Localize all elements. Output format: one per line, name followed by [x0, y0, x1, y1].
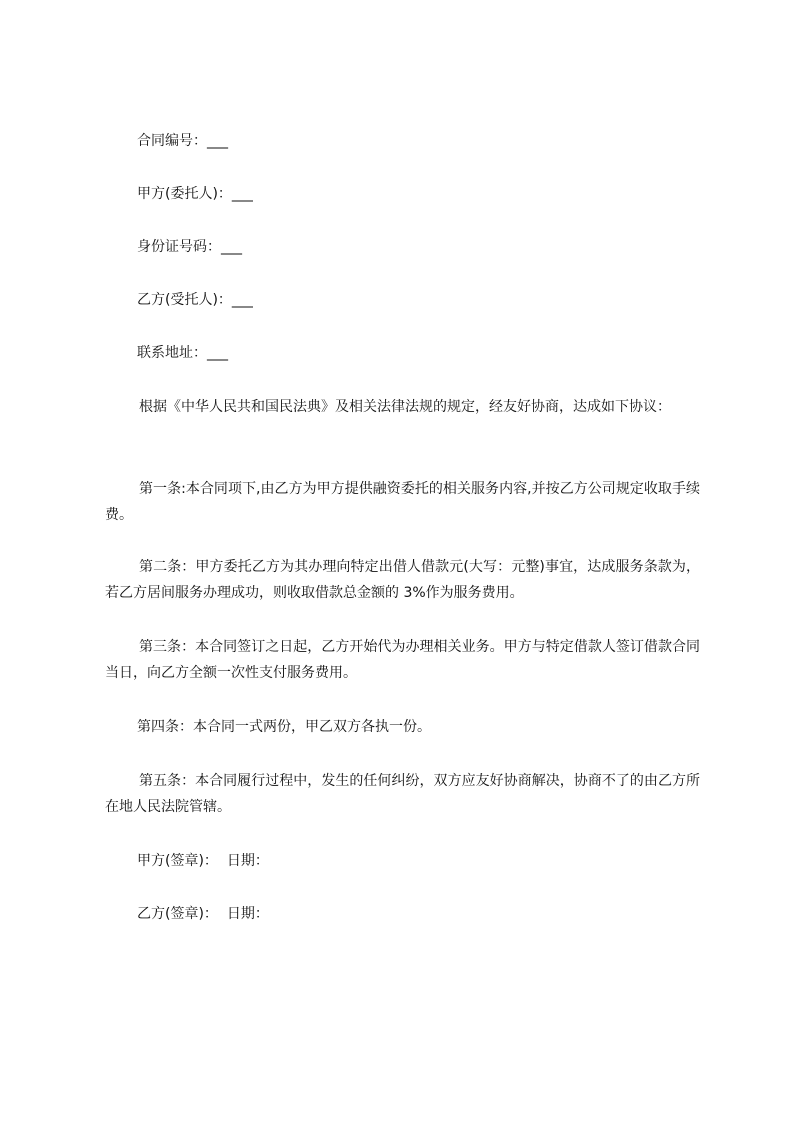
party-b-field: 乙方(受托人)：___ [137, 292, 253, 308]
preamble-paragraph: 根据《中华人民共和国民法典》及相关法律法规的规定，经友好协商，达成如下协议： [139, 399, 671, 415]
id-number-field: 身份证号码：___ [137, 239, 242, 255]
party-a-field: 甲方(委托人)：___ [137, 186, 253, 202]
article-1: 第一条:本合同项下,由乙方为甲方提供融资委托的相关服务内容,并按乙方公司规定收取手续费。 [105, 481, 700, 523]
party-b-signature: 乙方(签章)： 日期： [137, 906, 269, 922]
article-4: 第四条：本合同一式两份，甲乙双方各执一份。 [137, 719, 431, 735]
contact-address-field: 联系地址：___ [137, 345, 228, 361]
article-3: 第三条：本合同签订之日起，乙方开始代为办理相关业务。甲方与特定借款人签订借款合同当日，向乙方全额一次性支付服务费用。 [105, 639, 700, 681]
party-a-signature: 甲方(签章)： 日期： [137, 853, 269, 869]
contract-number-field: 合同编号：___ [137, 133, 228, 149]
article-2: 第二条：甲方委托乙方为其办理向特定出借人借款元(大写：元整)事宜，达成服务条款为，若乙方居间服务办理成功，则收取借款总金额的 3%作为服务费用。 [105, 559, 700, 601]
article-5: 第五条：本合同履行过程中，发生的任何纠纷，双方应友好协商解决，协商不了的由乙方所在地人民法院管辖。 [105, 773, 700, 815]
